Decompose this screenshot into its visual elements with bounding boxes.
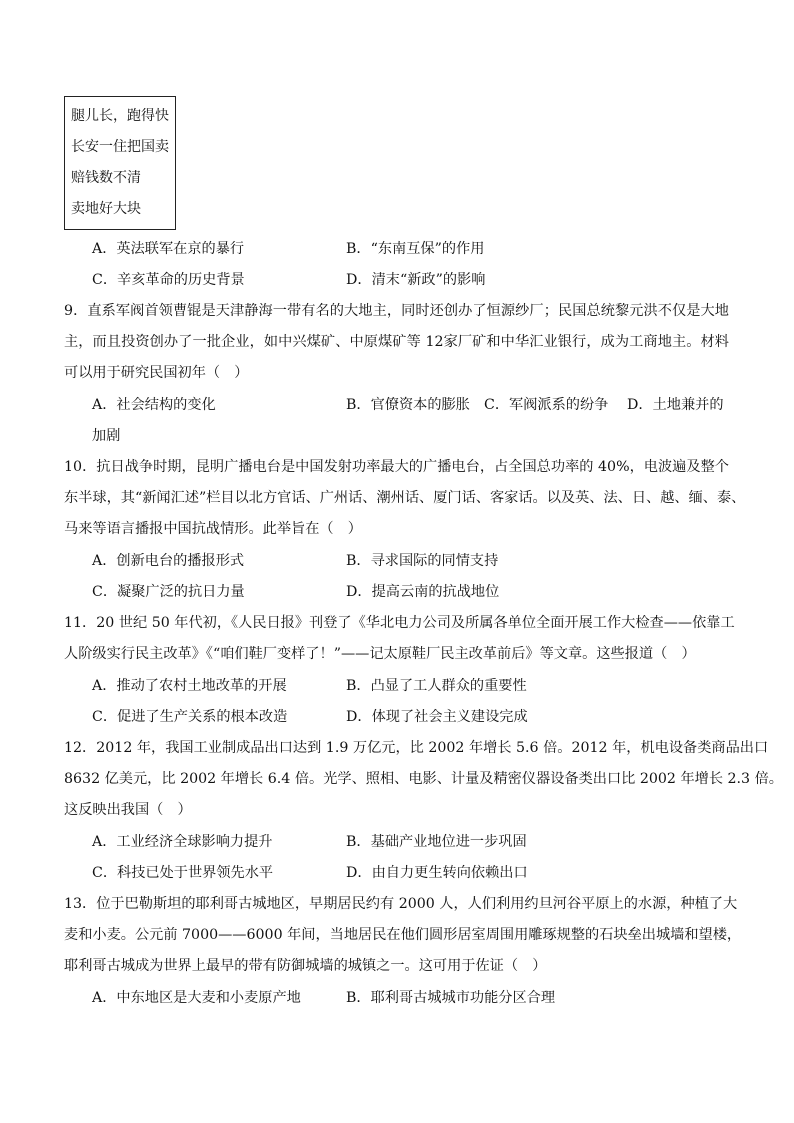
- q10-stem-line: 马来等语言播报中国抗战情形。此举旨在（ ）: [64, 521, 362, 537]
- q13-option-a: A．中东地区是大麦和小麦原产地: [92, 990, 301, 1006]
- q9-option-d-continued: 加剧: [92, 428, 121, 444]
- q9-stem-line: 主，而且投资创办了一批企业，如中兴煤矿、中原煤矿等 12家厂矿和中华汇业银行，成为工商地主。材料: [64, 334, 729, 350]
- q8-option-b: B．“东南互保”的作用: [346, 241, 485, 257]
- q11-option-a: A．推动了农村土地改革的开展: [92, 678, 287, 694]
- q10-stem-line: 10．抗日战争时期，昆明广播电台是中国发射功率最大的广播电台，占全国总功率的 40%，电波遍及整个: [64, 459, 729, 475]
- verse-line: 赔钱数不清: [71, 170, 141, 186]
- q11-stem-line: 人阶级实行民主改革》《“咱们鞋厂变样了！”——记太原鞋厂民主改革前后》等文章。这些报道（ ）: [64, 646, 696, 662]
- q12-option-c: C．科技已处于世界领先水平: [92, 865, 274, 881]
- q8-option-a: A．英法联军在京的暴行: [92, 241, 245, 257]
- q13-stem-line: 耶利哥古城成为世界上最早的带有防御城墙的城镇之一。这可用于佐证（ ）: [64, 958, 547, 974]
- q11-option-b: B．凸显了工人群众的重要性: [346, 678, 527, 694]
- q10-option-a: A．创新电台的播报形式: [92, 553, 245, 569]
- q10-stem-line: 东半球，其“新闻汇述”栏目以北方官话、广州话、潮州话、厦门话、客家话。以及英、法、日、越、缅、泰、: [64, 490, 746, 506]
- q12-stem-line: 12．2012 年，我国工业制成品出口达到 1.9 万亿元，比 2002 年增长 5.6 倍。2012 年，机电设备类商品出口: [64, 740, 769, 756]
- q9-stem-line: 9．直系军阀首领曹锟是天津静海一带有名的大地主，同时还创办了恒源纱厂；民国总统黎元洪不仅是大地: [64, 303, 729, 319]
- q9-option-b: B．官僚资本的膨胀: [346, 397, 470, 413]
- q8-option-d: D．清末“新政”的影响: [346, 272, 486, 288]
- q9-stem-line: 可以用于研究民国初年（ ）: [64, 365, 249, 381]
- q11-stem-line: 11．20 世纪 50 年代初，《人民日报》刊登了《华北电力公司及所属各单位全面开展工作大检查——依靠工: [64, 615, 735, 631]
- q9-option-d: D．土地兼并的: [627, 397, 724, 413]
- q10-option-c: C．凝聚广泛的抗日力量: [92, 584, 245, 600]
- q12-option-d: D．由自力更生转向依赖出口: [346, 865, 528, 881]
- q13-stem-line: 麦和小麦。公元前 7000——6000 年间，当地居民在他们圆形居室周围用雕琢规整的石块垒出城墙和望楼，: [64, 927, 742, 943]
- q12-option-b: B．基础产业地位进一步巩固: [346, 834, 527, 850]
- verse-box: [64, 96, 176, 230]
- q11-option-c: C．促进了生产关系的根本改造: [92, 709, 288, 725]
- verse-line: 卖地好大块: [71, 201, 141, 217]
- q9-option-c: C．军阀派系的纷争: [484, 397, 609, 413]
- q13-stem-line: 13．位于巴勒斯坦的耶利哥古城地区，早期居民约有 2000 人，人们利用约旦河谷平原上的水源，种植了大: [64, 896, 738, 912]
- q12-stem-line: 8632 亿美元，比 2002 年增长 6.4 倍。光学、照相、电影、计量及精密仪器设备类出口比 2002 年增长 2.3 倍。: [64, 771, 783, 787]
- q10-option-d: D．提高云南的抗战地位: [346, 584, 500, 600]
- q11-option-d: D．体现了社会主义建设完成: [346, 709, 528, 725]
- verse-line: 腿儿长，跑得快: [71, 108, 169, 124]
- verse-line: 长安一住把国卖: [71, 139, 169, 155]
- q12-stem-line: 这反映出我国（ ）: [64, 802, 192, 818]
- q13-option-b: B．耶利哥古城城市功能分区合理: [346, 990, 556, 1006]
- q8-option-c: C．辛亥革命的历史背景: [92, 272, 245, 288]
- q9-option-a: A．社会结构的变化: [92, 397, 216, 413]
- q10-option-b: B．寻求国际的同情支持: [346, 553, 499, 569]
- q12-option-a: A．工业经济全球影响力提升: [92, 834, 273, 850]
